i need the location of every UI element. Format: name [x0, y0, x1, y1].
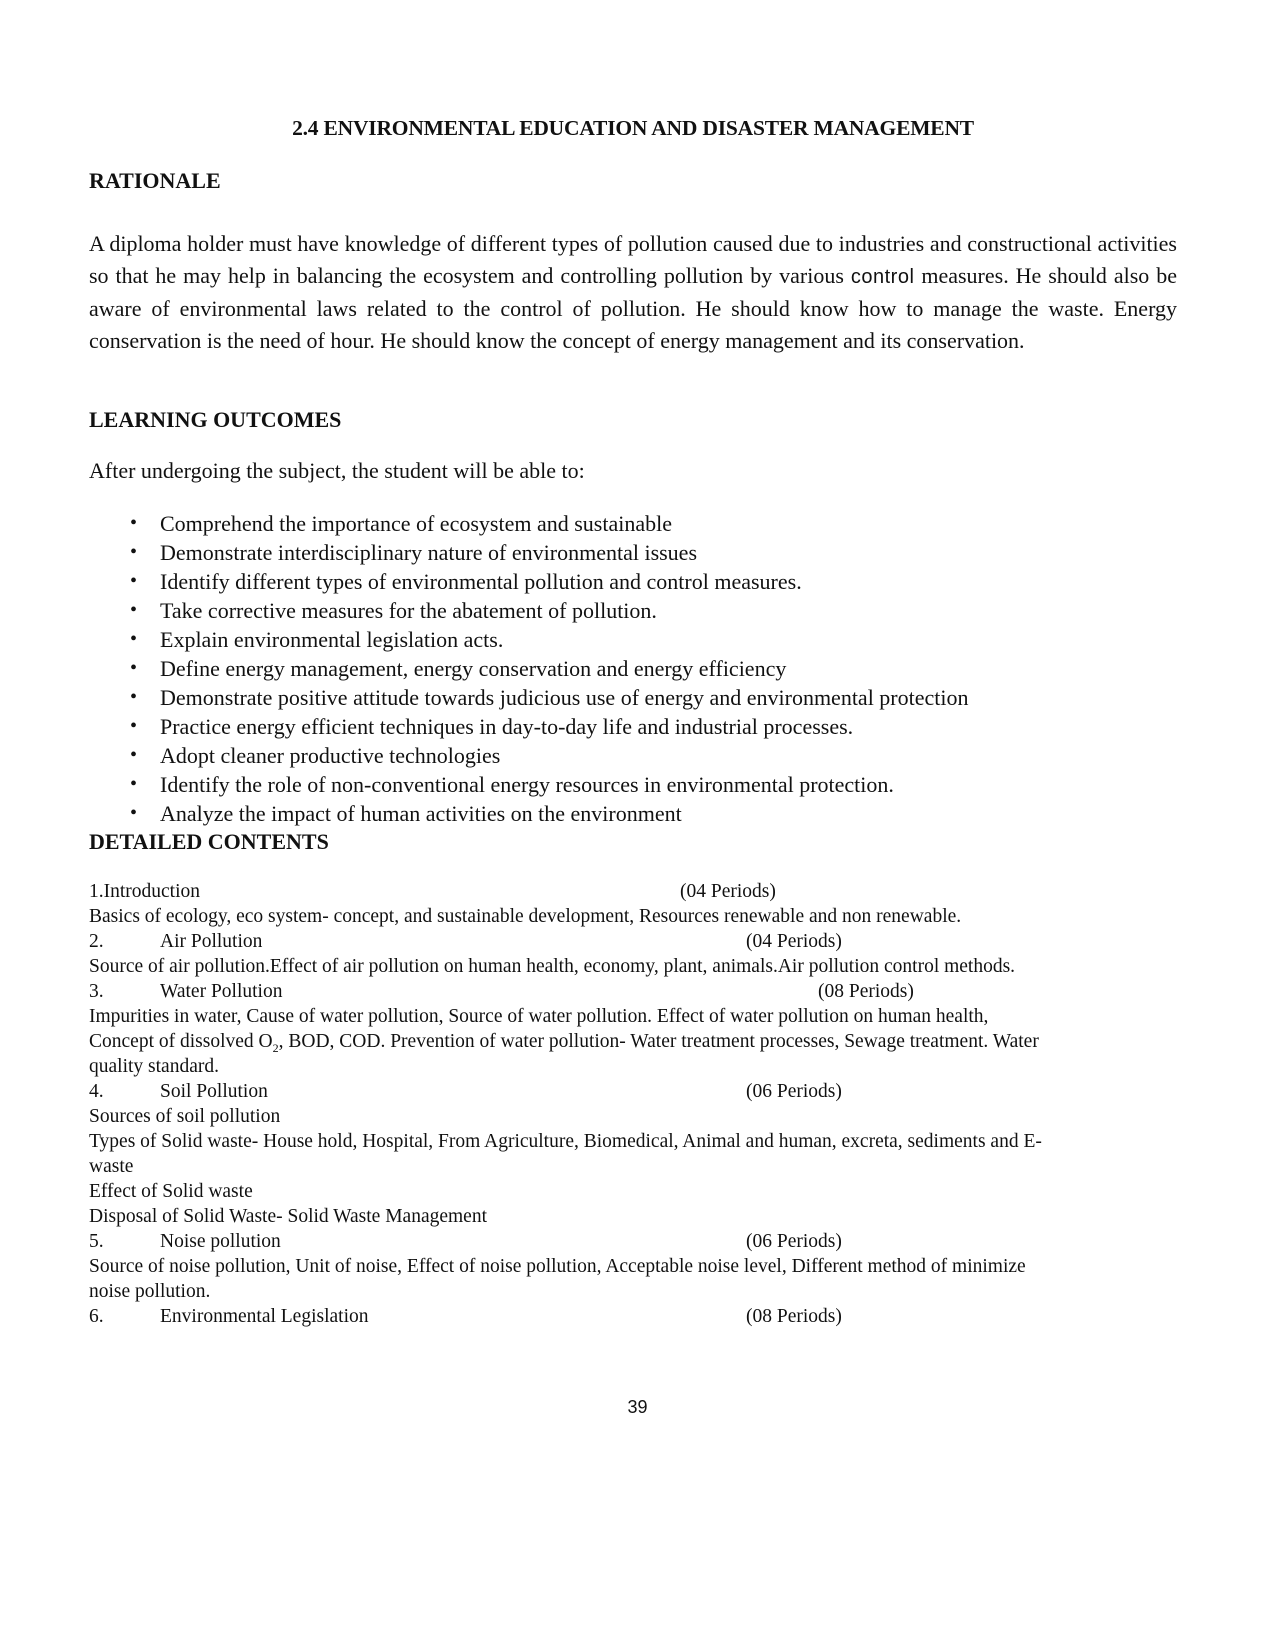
list-item: [89, 567, 969, 596]
unit-text: Source of air pollution.Effect of air pollution on human health, economy, plant, animals.Air pollution control methods.: [89, 956, 1016, 977]
unit-text: Source of noise pollution, Unit of noise, Effect of noise pollution, Acceptable noise level, Different method of minimize: [89, 1256, 1026, 1277]
outcome-text: Practice energy efficient techniques in day-to-day life and industrial processes.: [160, 714, 854, 739]
unit-periods: (04 Periods): [680, 881, 776, 902]
unit-text: noise pollution.: [89, 1281, 211, 1302]
unit-number: 2.: [89, 931, 104, 952]
list-item: [89, 625, 969, 654]
list-item: [89, 596, 969, 625]
bullet-icon: •: [130, 773, 138, 795]
detailed-contents: [89, 879, 1189, 1329]
outcome-text: Adopt cleaner productive technologies: [160, 743, 501, 768]
list-item: [89, 799, 969, 828]
unit-text: [89, 1029, 1189, 1054]
unit-periods: (06 Periods): [746, 1081, 842, 1102]
page-number: 39: [627, 1397, 648, 1417]
unit-number: 5.: [89, 1231, 104, 1252]
unit-text: quality standard.: [89, 1056, 219, 1077]
unit-title: 1.Introduction: [89, 881, 201, 902]
outcome-text: Take corrective measures for the abatement of pollution.: [160, 598, 657, 623]
list-item: [89, 683, 969, 712]
bullet-icon: •: [130, 570, 138, 592]
unit-text: Impurities in water, Cause of water pollution, Source of water pollution. Effect of water pollution on human health,: [89, 1006, 989, 1027]
rationale-heading: RATIONALE: [89, 168, 221, 193]
bullet-icon: •: [130, 657, 138, 679]
outcome-text: Identify the role of non-conventional energy resources in environmental protection.: [160, 772, 894, 797]
unit-number: 6.: [89, 1306, 104, 1327]
rationale-text-b: measures. He should also be aware of environmental laws related to the control of pollution. He should know how to manage the waste. Energy conservation is the need of hour. He should know the concept of energy management and its conservation.: [89, 262, 1177, 353]
unit-name: Water Pollution: [160, 981, 283, 1002]
document-title: 2.4 ENVIRONMENTAL EDUCATION AND DISASTER MANAGEMENT: [292, 116, 974, 140]
unit-name: Noise pollution: [160, 1231, 281, 1252]
unit-heading: [89, 979, 1189, 1004]
unit-text: waste: [89, 1156, 134, 1177]
outcome-text: Demonstrate interdisciplinary nature of environmental issues: [160, 540, 698, 565]
unit-text: Types of Solid waste- House hold, Hospital, From Agriculture, Biomedical, Animal and human, excreta, sediments and E-: [89, 1131, 1042, 1152]
outcome-text: Demonstrate positive attitude towards judicious use of energy and environmental protection: [160, 685, 969, 710]
bullet-icon: •: [130, 512, 138, 534]
list-item: [89, 712, 969, 741]
unit-text: Disposal of Solid Waste- Solid Waste Management: [89, 1206, 488, 1227]
rationale-control-word: control: [850, 265, 915, 288]
unit-heading: [89, 879, 1189, 904]
bullet-icon: •: [130, 715, 138, 737]
list-item: [89, 770, 969, 799]
unit-heading: [89, 1304, 1189, 1329]
o2-subscript: 2: [272, 1040, 279, 1055]
unit-text: Sources of soil pollution: [89, 1106, 281, 1127]
unit-name: Air Pollution: [160, 931, 263, 952]
unit-periods: (04 Periods): [746, 931, 842, 952]
unit-heading: [89, 929, 1189, 954]
o2-text-after: , BOD, COD. Prevention of water pollution- Water treatment processes, Sewage treatment. Water: [278, 1031, 1039, 1052]
outcome-text: Comprehend the importance of ecosystem and sustainable: [160, 511, 672, 536]
unit-periods: (08 Periods): [818, 981, 914, 1002]
bullet-icon: •: [130, 686, 138, 708]
unit-name: Environmental Legislation: [160, 1306, 369, 1327]
list-item: [89, 654, 969, 683]
outcome-text: Identify different types of environmental pollution and control measures.: [160, 569, 802, 594]
list-item: [89, 538, 969, 567]
unit-number: 4.: [89, 1081, 104, 1102]
outcome-text: Analyze the impact of human activities on the environment: [160, 801, 682, 826]
bullet-icon: •: [130, 541, 138, 563]
outcome-text: Explain environmental legislation acts.: [160, 627, 504, 652]
o2-text-before: Concept of dissolved O: [89, 1031, 273, 1052]
unit-text: Basics of ecology, eco system- concept, and sustainable development, Resources renewable and non renewable.: [89, 906, 962, 927]
detailed-contents-heading: DETAILED CONTENTS: [89, 829, 329, 854]
learning-outcomes-list: [89, 509, 969, 828]
unit-heading: [89, 1079, 1189, 1104]
unit-number: 3.: [89, 981, 104, 1002]
bullet-icon: •: [130, 599, 138, 621]
bullet-icon: •: [130, 628, 138, 650]
bullet-icon: •: [130, 802, 138, 824]
list-item: [89, 509, 969, 538]
outcome-text: Define energy management, energy conservation and energy efficiency: [160, 656, 787, 681]
unit-name: Soil Pollution: [160, 1081, 268, 1102]
list-item: [89, 741, 969, 770]
unit-periods: (08 Periods): [746, 1306, 842, 1327]
unit-text: Effect of Solid waste: [89, 1181, 253, 1202]
unit-periods: (06 Periods): [746, 1231, 842, 1252]
learning-outcomes-intro: After undergoing the subject, the student will be able to:: [89, 458, 585, 483]
unit-heading: [89, 1229, 1189, 1254]
bullet-icon: •: [130, 744, 138, 766]
rationale-paragraph: [89, 228, 1177, 356]
learning-outcomes-heading: LEARNING OUTCOMES: [89, 407, 342, 432]
rationale-text-a: A diploma holder must have knowledge of different types of pollution caused due to industries and constructional activities so that he may help in balancing the ecosystem and controlling pollution by various: [89, 231, 1177, 288]
